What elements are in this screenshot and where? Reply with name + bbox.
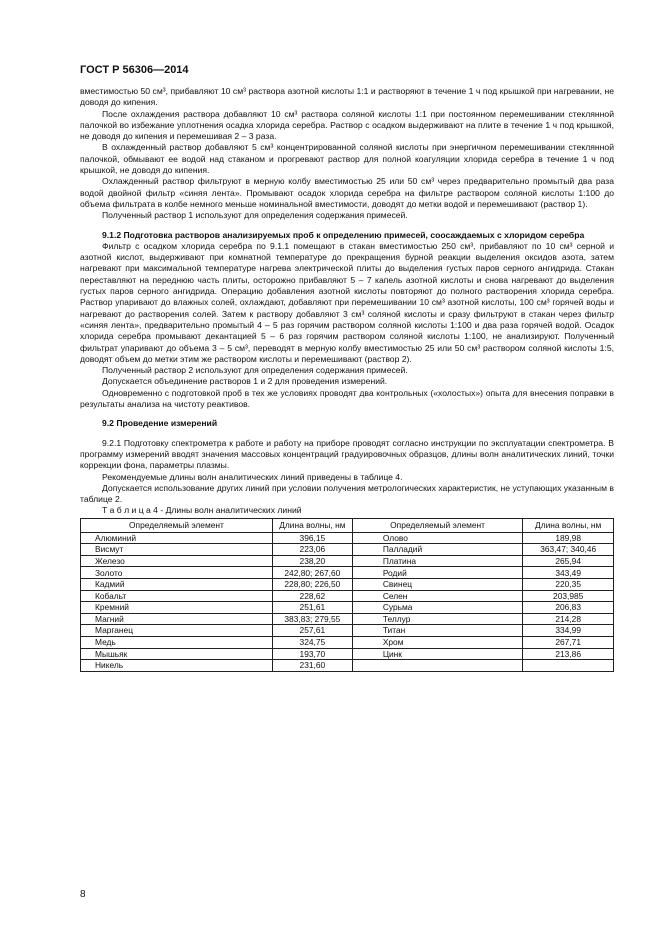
element-cell: Цинк [352, 648, 523, 660]
paragraph: После охлаждения раствора добавляют 10 см³ раствора соляной кислоты 1:1 при постоянном перемешивании стеклянной палочкой во избежание уплотнения осадка хлорида серебра. Раствор с осадком выдерживают на плите в течение 1 ч под крышкой, не доводя до кипения и перемешивая 2 – 3 раза. [80, 108, 614, 142]
wavelength-cell: 396,15 [272, 532, 352, 544]
element-cell: Свинец [352, 579, 523, 591]
paragraph: вместимостью 50 см³, прибавляют 10 см³ раствора азотной кислоты 1:1 и растворяют в течение 1 ч под крышкой при нагревании, не доводя до кипения. [80, 86, 614, 108]
table-row [81, 590, 614, 602]
wavelength-cell: 257,61 [272, 625, 352, 637]
table-row [81, 648, 614, 660]
table-row [81, 555, 614, 567]
page-number: 8 [80, 889, 86, 900]
wavelength-cell: 223,06 [272, 544, 352, 556]
wavelength-cell: 220,35 [523, 579, 614, 591]
wavelength-cell: 228,62 [272, 590, 352, 602]
wavelength-cell: 363,47; 340,46 [523, 544, 614, 556]
document-body [80, 86, 614, 672]
element-cell: Никель [81, 660, 273, 672]
column-header-wavelength-left: Длина волны, нм [272, 518, 352, 532]
document-header: ГОСТ Р 56306—2014 [80, 64, 189, 76]
wavelength-cell: 324,75 [272, 637, 352, 649]
table-row [81, 579, 614, 591]
paragraph: Допускается объединение растворов 1 и 2 для проведения измерений. [102, 376, 388, 387]
wavelength-cell: 383,83; 279,55 [272, 613, 352, 625]
element-cell: Титан [352, 625, 523, 637]
element-cell: Медь [81, 637, 273, 649]
wavelength-cell: 228,80; 226,50 [272, 579, 352, 591]
table-row [81, 625, 614, 637]
wavelength-cell: 214,28 [523, 613, 614, 625]
section-heading-9-1-2: 9.1.2 Подготовка растворов анализируемых проб к определению примесей, соосаждаемых с хлоридом серебра [102, 229, 585, 240]
element-cell: Магний [81, 613, 273, 625]
paragraph: 9.2.1 Подготовку спектрометра к работе и работу на приборе проводят согласно инструкции по эксплуатации спектрометра. В программу измерений вводят значения массовых концентраций градуировочных образцов, длины волн аналитических линий, точки коррекции фона, параметры плазмы. [80, 437, 614, 471]
element-cell: Мышьяк [81, 648, 273, 660]
element-cell: Марганец [81, 625, 273, 637]
column-header-element-right: Определяемый элемент [352, 518, 523, 532]
paragraph: Полученный раствор 1 используют для определения содержания примесей. [102, 210, 408, 221]
paragraph: Охлажденный раствор фильтруют в мерную колбу вместимостью 25 или 50 см³ через предварительно промытый два раза водой двойной фильтр «синяя лента». Промывают осадок хлорида серебра на фильтре раствором соляной кислоты 1:100 до объема фильтрата в колбе немного меньше номинальной вместимости, доводят до метки водой и перемешивают (раствор 1). [80, 176, 614, 209]
element-cell: Кобальт [81, 590, 273, 602]
wavelength-cell: 242,80; 267,60 [272, 567, 352, 579]
table-caption: Т а б л и ц а 4 - Длины волн аналитических линий [102, 505, 302, 516]
element-cell: Кремний [81, 602, 273, 614]
table-row [81, 613, 614, 625]
element-cell: Палладий [352, 544, 523, 556]
element-cell: Селен [352, 590, 523, 602]
element-cell: Висмут [81, 544, 273, 556]
paragraph: Фильтр с осадком хлорида серебра по 9.1.1 помещают в стакан вместимостью 250 см³, прибавляют по 10 см³ серной и азотной кислот, выдерживают при комнатной температуре до прекращения бурной реакции выделения оксидов азота, затем нагревают при максимальной температуре нагрева электрической плиты до выделения густых паров серного ангидрида. Стакан переставляют на переднюю часть плиты, осторожно прибавляют 5 – 7 капель азотной кислоты и снова нагревают до выделения густых паров серного ангидрида. Операцию добавления азотной кислоты повторяют до полного растворения хлорида серебра. Раствор упаривают до влажных солей, охлаждают, добавляют при перемешивании 10 см³ азотной кислоты, 100 см³ горячей воды и нагревают до растворения солей. Затем к раствору добавляют 3 см³ соляной кислоты и сразу фильтруют в стакан через фильтр «синяя лента», предварительно промытый 4 – 5 раз горячим раствором соляной кислоты 1:100 и два раза горячей водой. Осадок хлорида серебра промывают декантацией 5 – 6 раз горячим раствором соляной кислоты 1:100, не анализируют. Полученный фильтрат упаривают до объема 3 – 5 см³, переводят в мерную колбу вместимостью 25 или 50 см³ раствором соляной кислоты 1:5, доводят объем до метки этим же раствором кислоты и перемешивают (раствор 2). [80, 240, 614, 364]
element-cell: Золото [81, 567, 273, 579]
column-header-element-left: Определяемый элемент [81, 518, 273, 532]
wavelength-cell: 343,49 [523, 567, 614, 579]
table-header-row [81, 518, 614, 532]
wavelength-cell: 265,94 [523, 555, 614, 567]
element-cell: Сурьма [352, 602, 523, 614]
element-cell: Алюминий [81, 532, 273, 544]
paragraph: Рекомендуемые длины волн аналитических линий приведены в таблице 4. [102, 471, 403, 482]
element-cell [352, 660, 523, 672]
wavelength-cell: 213,86 [523, 648, 614, 660]
table-row [81, 544, 614, 556]
paragraph: Полученный раствор 2 используют для определения содержания примесей. [102, 365, 408, 376]
wavelength-cell: 267,71 [523, 637, 614, 649]
table-row [81, 637, 614, 649]
wavelength-cell: 206,83 [523, 602, 614, 614]
table-row [81, 532, 614, 544]
wavelength-cell [523, 660, 614, 672]
element-cell: Платина [352, 555, 523, 567]
paragraph: В охлажденный раствор добавляют 5 см³ концентрированной соляной кислоты при энергичном перемешивании стеклянной палочкой, обмывают ее водой над стаканом и прогревают раствор для полной коагуляции хлорида серебра в течение 1 ч под крышкой, не доводя до кипения. [80, 142, 614, 176]
element-cell: Железо [81, 555, 273, 567]
wavelength-cell: 203,985 [523, 590, 614, 602]
element-cell: Кадмий [81, 579, 273, 591]
element-cell: Хром [352, 637, 523, 649]
wavelength-cell: 238,20 [272, 555, 352, 567]
element-cell: Теллур [352, 613, 523, 625]
wavelength-table [80, 518, 614, 672]
wavelength-cell: 193,70 [272, 648, 352, 660]
wavelength-cell: 189,98 [523, 532, 614, 544]
table-row [81, 567, 614, 579]
column-header-wavelength-right: Длина волны, нм [523, 518, 614, 532]
element-cell: Олово [352, 532, 523, 544]
table-row [81, 660, 614, 672]
paragraph: Одновременно с подготовкой проб в тех же условиях проводят два контрольных («холостых») опыта для внесения поправки в результаты анализа на чистоту реактивов. [80, 387, 614, 410]
wavelength-cell: 251,61 [272, 602, 352, 614]
table-row [81, 602, 614, 614]
section-heading-9-2: 9.2 Проведение измерений [102, 418, 218, 429]
element-cell: Родий [352, 567, 523, 579]
paragraph: Допускается использование других линий при условии получения метрологических характеристик, не уступающих указанным в таблице 2. [80, 482, 614, 505]
wavelength-cell: 334,99 [523, 625, 614, 637]
wavelength-cell: 231,60 [272, 660, 352, 672]
